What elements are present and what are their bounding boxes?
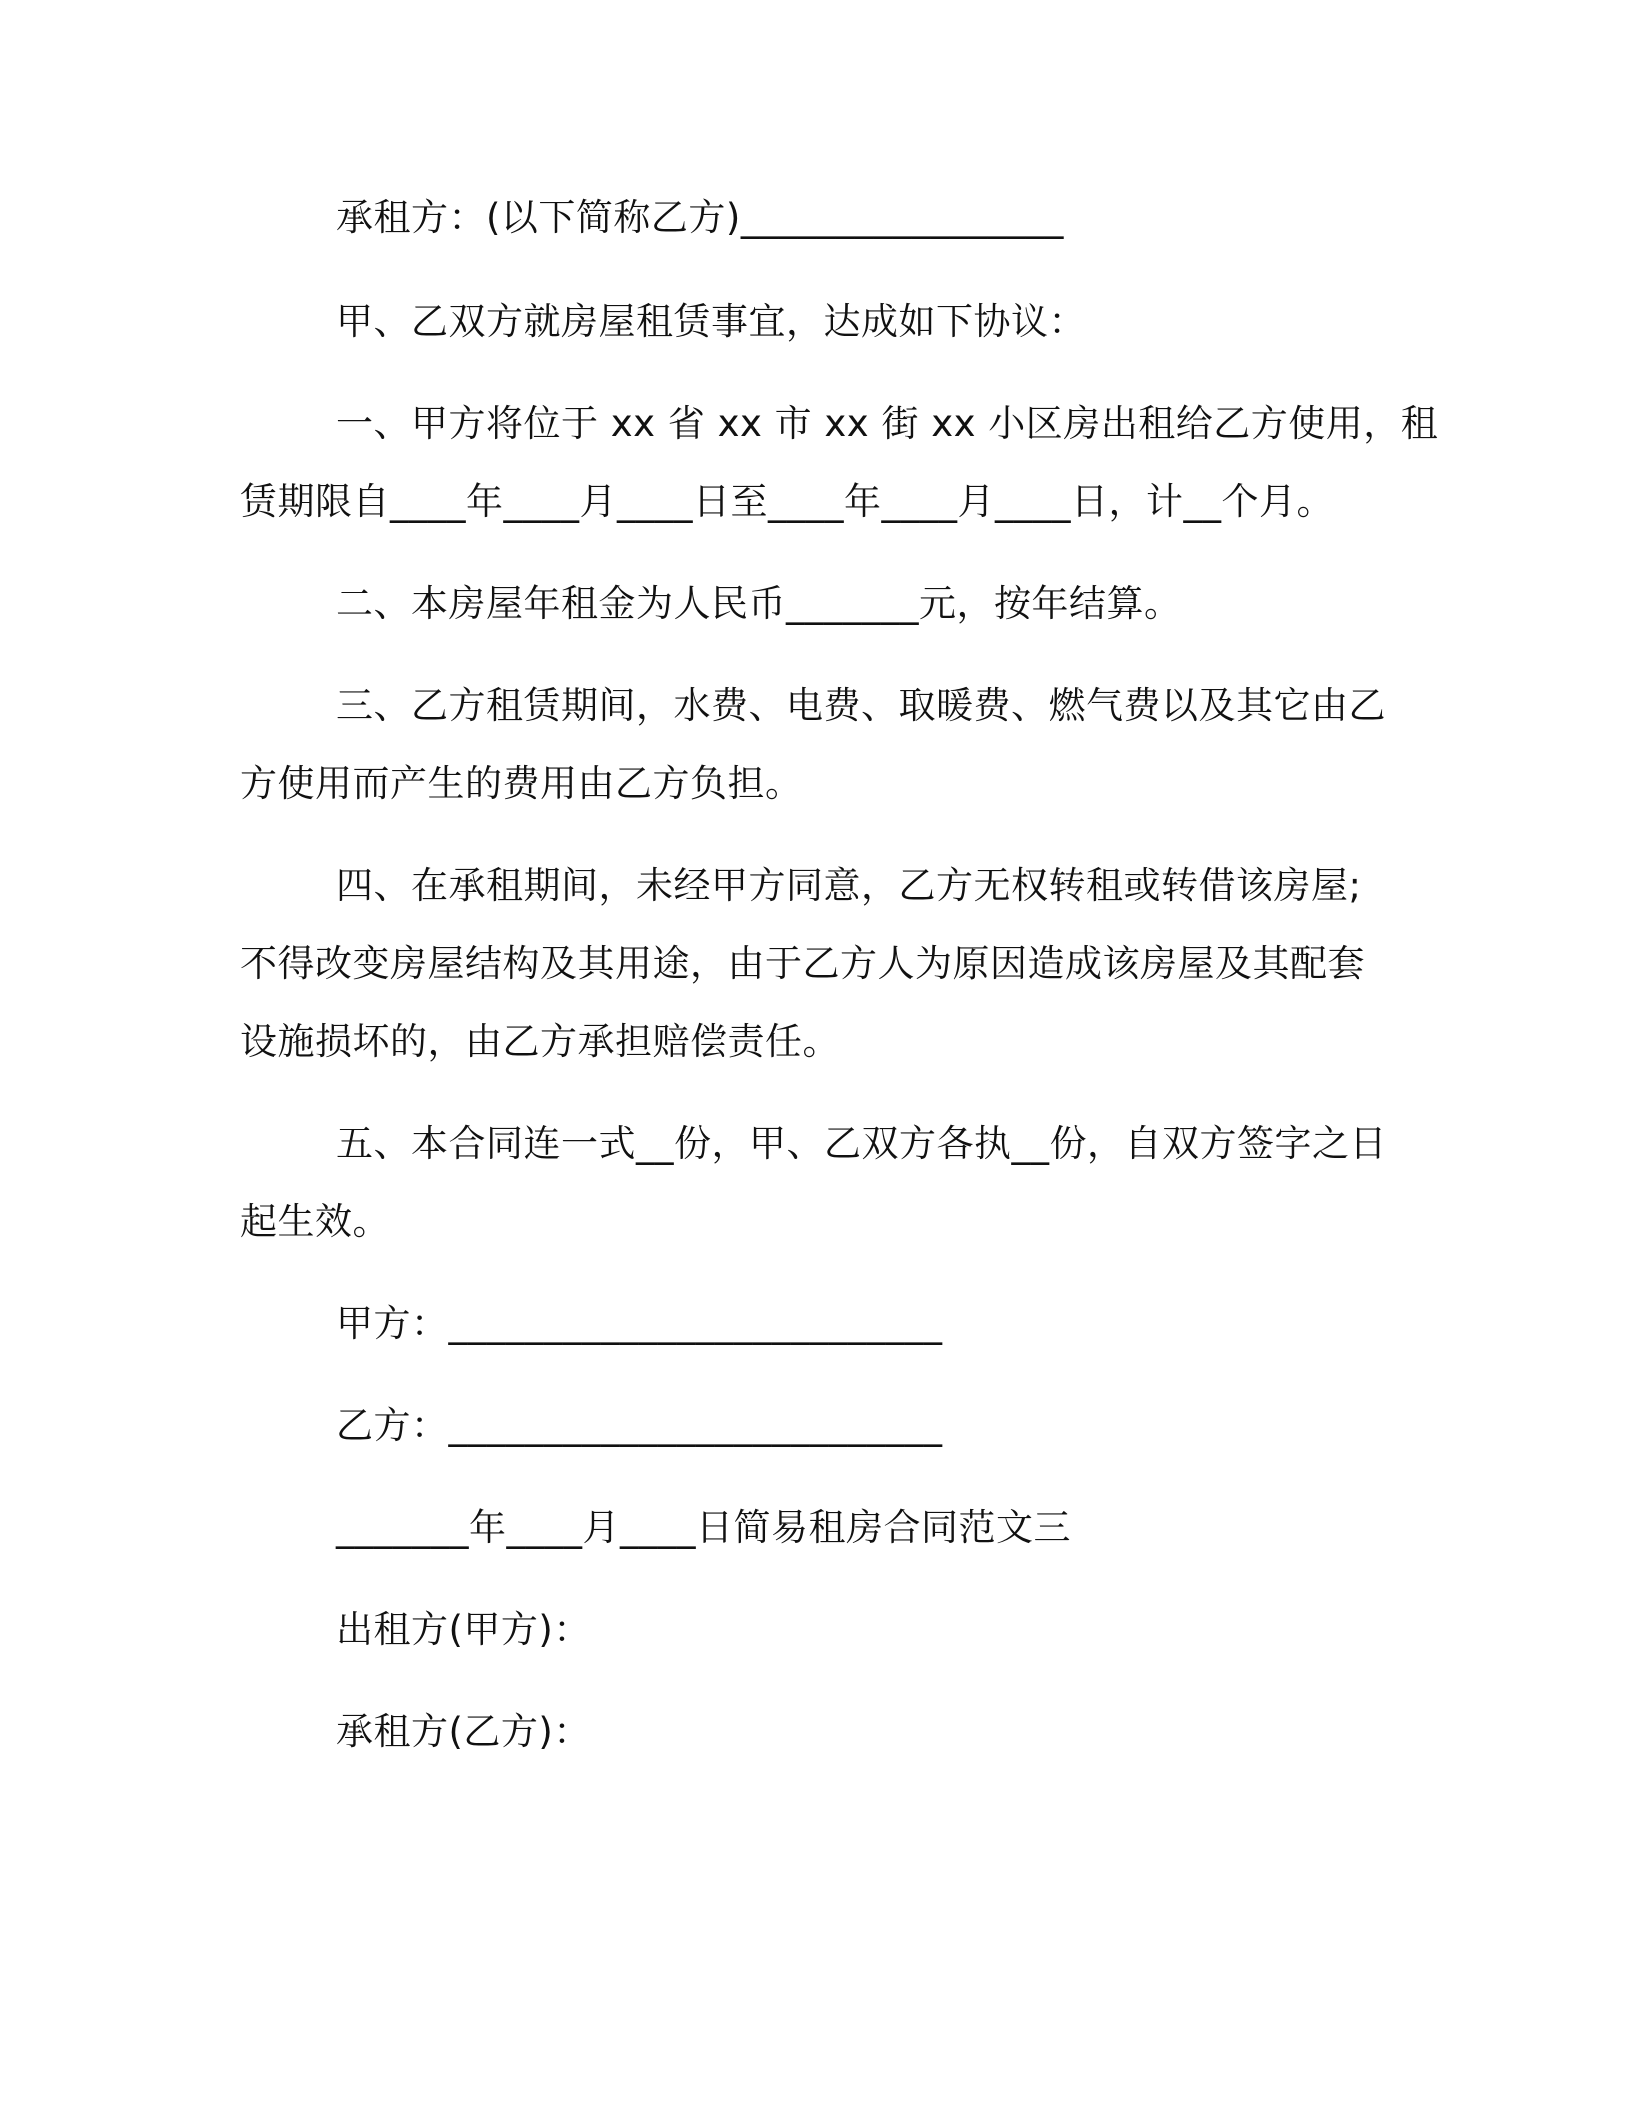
- clause-1-line-2: 赁期限自____年____月____日至____年____月____日，计__个月。: [240, 480, 1334, 523]
- lessee-label: 承租方(乙方)：: [336, 1710, 591, 1753]
- clause-5-line-1: 五、本合同连一式__份，甲、乙双方各执__份，自双方签字之日: [336, 1122, 1387, 1165]
- clause-1-line-1: 一、甲方将位于 xx 省 xx 市 xx 街 xx 小区房出租给乙方使用，租: [336, 402, 1439, 445]
- clause-3-line-1: 三、乙方租赁期间，水费、电费、取暖费、燃气费以及其它由乙: [336, 684, 1386, 727]
- clause-4-line-1: 四、在承租期间，未经甲方同意，乙方无权转租或转借该房屋;: [336, 864, 1362, 907]
- party-a-signature: 甲方：__________________________: [336, 1302, 943, 1345]
- clause-2: 二、本房屋年租金为人民币_______元，按年结算。: [336, 582, 1182, 625]
- clause-4-line-2: 不得改变房屋结构及其用途，由于乙方人为原因造成该房屋及其配套: [240, 942, 1365, 985]
- party-b-signature: 乙方：__________________________: [336, 1404, 943, 1447]
- clause-5-line-2: 起生效。: [240, 1200, 390, 1243]
- clause-4-line-3: 设施损坏的，由乙方承担赔偿责任。: [240, 1020, 840, 1063]
- lessor-label: 出租方(甲方)：: [336, 1608, 591, 1651]
- date-and-heading: _______年____月____日简易租房合同范文三: [336, 1506, 1071, 1549]
- lessee-line: 承租方：(以下简称乙方)_________________: [336, 196, 1064, 239]
- agreement-intro: 甲、乙双方就房屋租赁事宜，达成如下协议：: [336, 300, 1086, 343]
- clause-3-line-2: 方使用而产生的费用由乙方负担。: [240, 762, 803, 805]
